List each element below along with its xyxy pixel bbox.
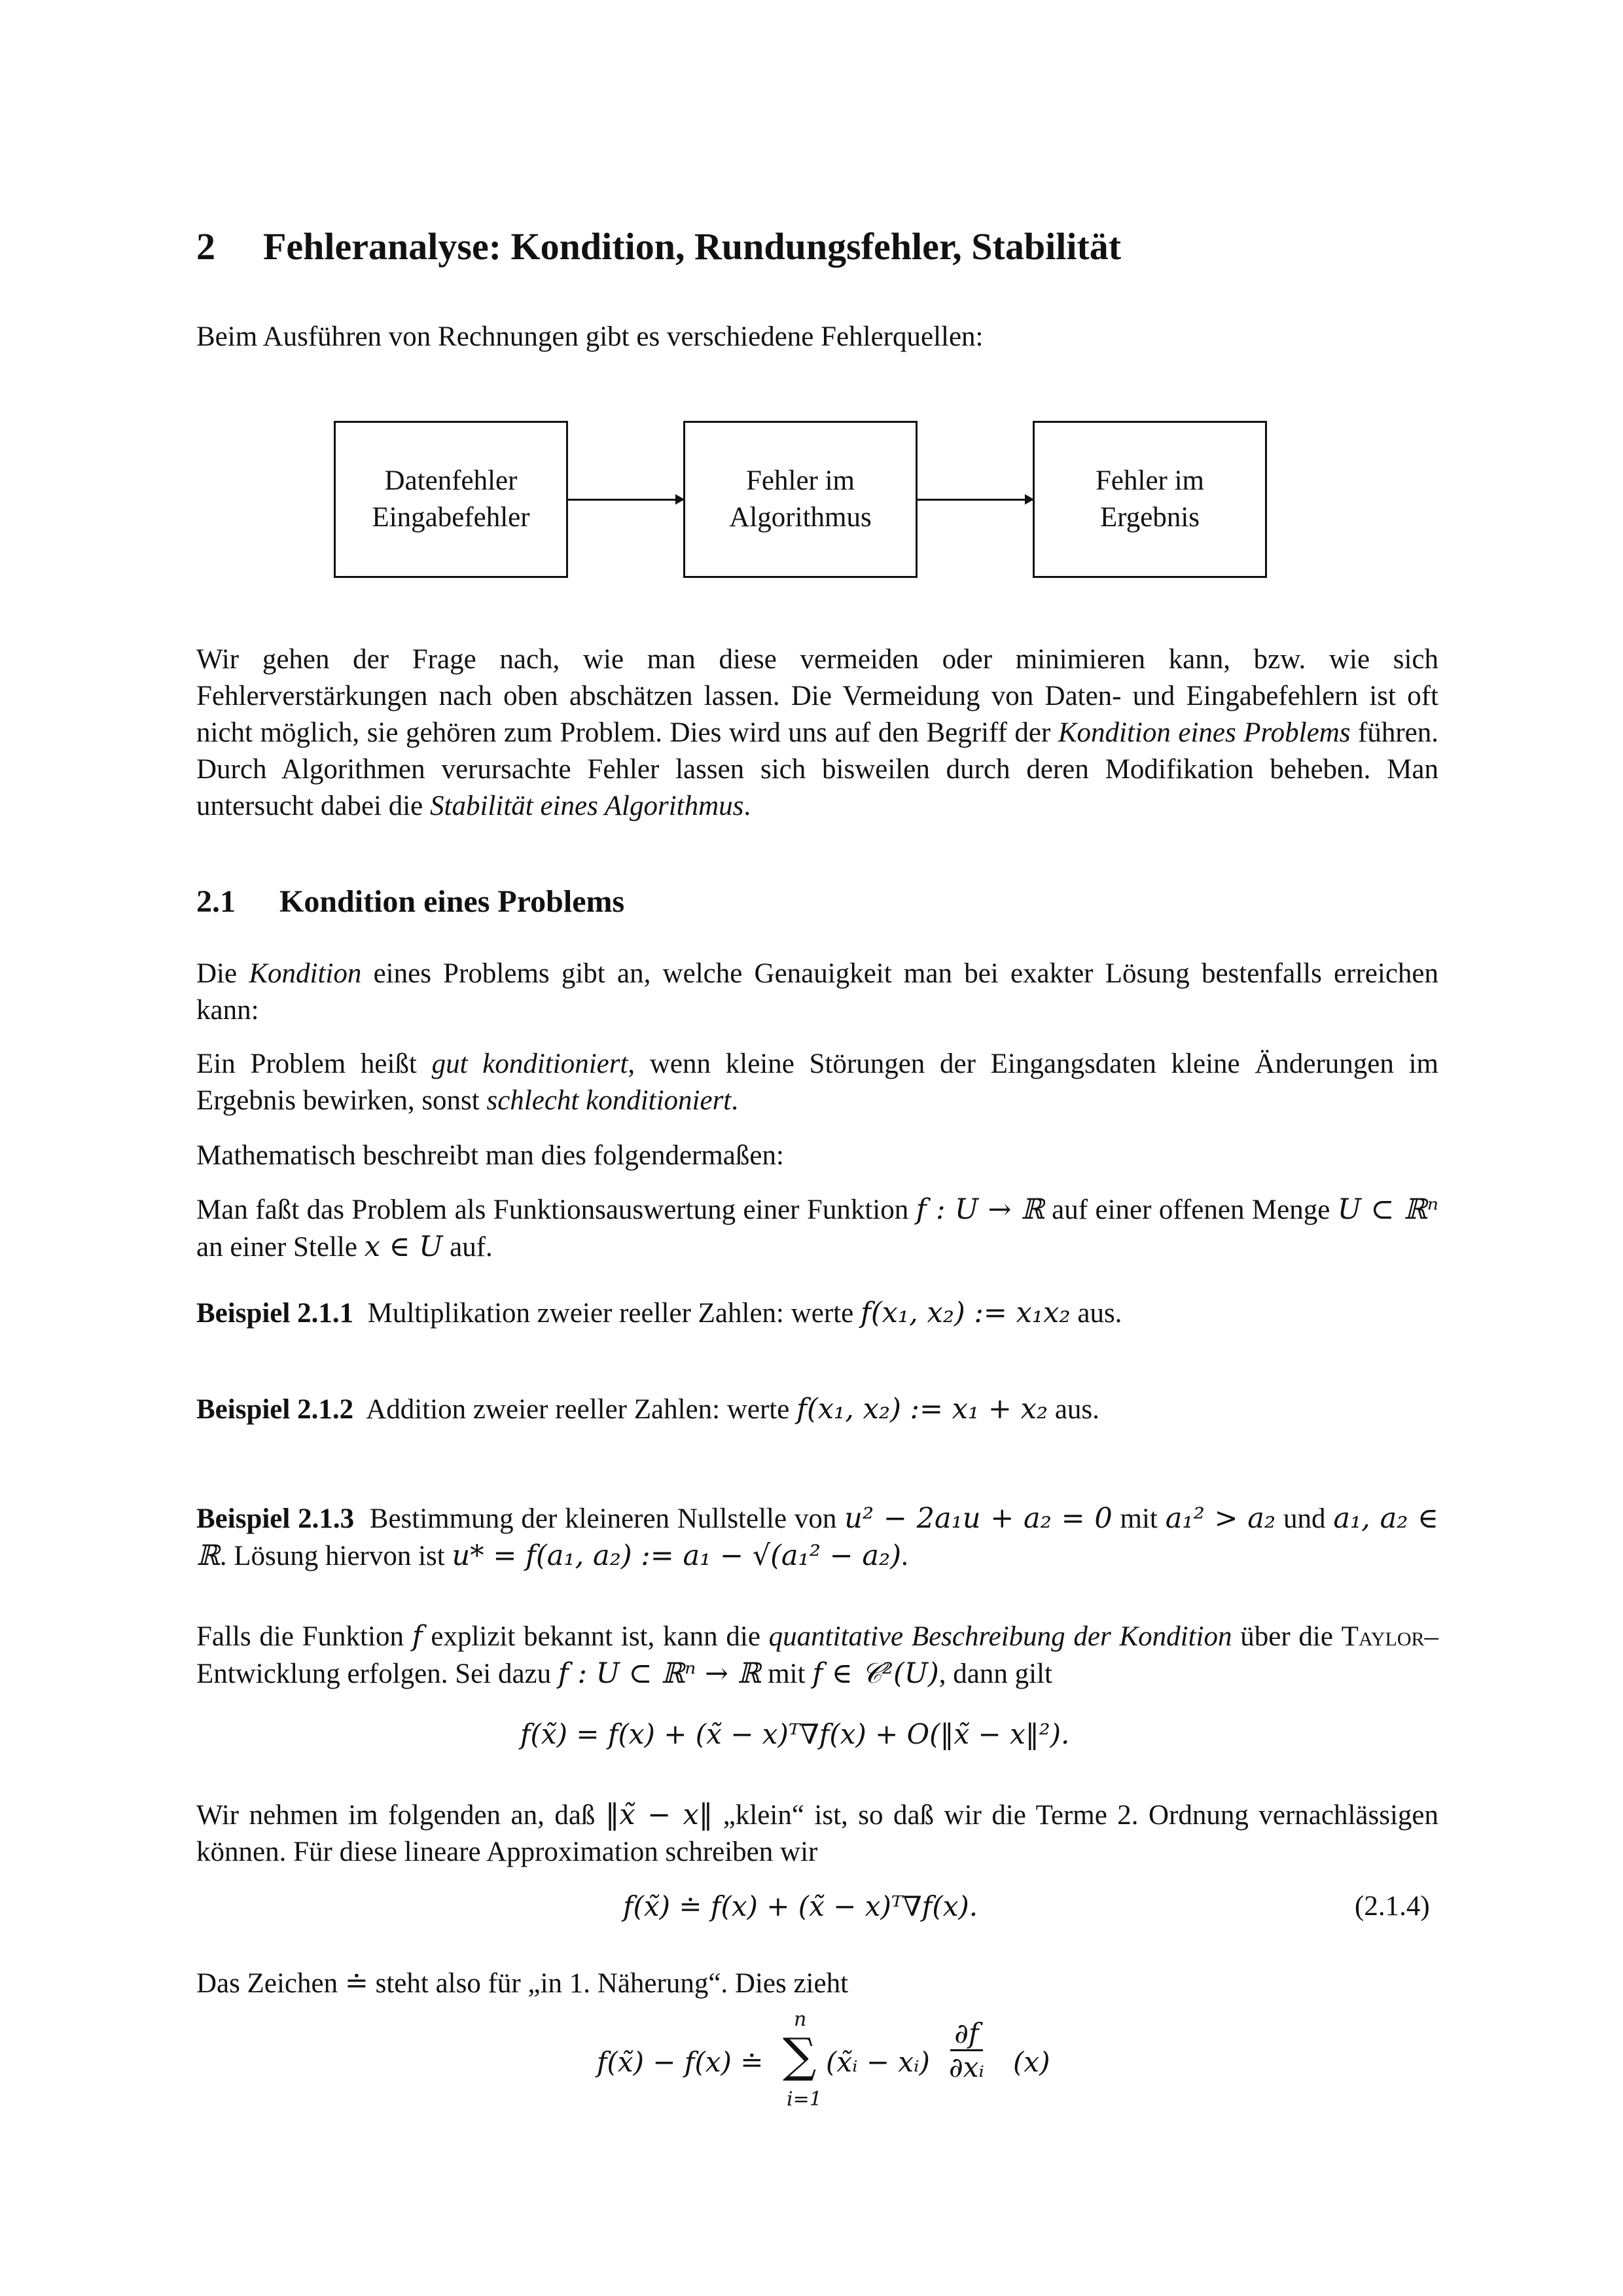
equation-taylor: f(x̃) = f(x) + (x̃ − x)ᵀ∇f(x) + O(‖x̃ − x‖²). (520, 1718, 1070, 1750)
sum-rhs: (x) (1013, 2046, 1050, 2078)
section-heading (196, 884, 624, 920)
arrow-right-icon (918, 499, 1033, 501)
math-inline: f (412, 1620, 423, 1653)
text: über die (1232, 1621, 1342, 1652)
text: und (1275, 1503, 1334, 1534)
text: auf. (442, 1232, 493, 1263)
math-inline: f(x₁, x₂) := x₁ + x₂ (796, 1393, 1048, 1426)
box-line: Ergebnis (1099, 502, 1200, 533)
text: Multiplikation zweier reeller Zahlen: werte (367, 1298, 861, 1329)
emphasis: Kondition (249, 958, 362, 989)
paragraph-taylor (196, 1618, 1438, 1693)
emphasis: Kondition eines Problems (1058, 717, 1351, 748)
emphasis: Stabilität eines Algorithmus (430, 791, 744, 821)
math-inline: U ⊂ ℝⁿ (1337, 1193, 1438, 1226)
paragraph-approx-sign (196, 1965, 1438, 2002)
math-inline: f : U ⊂ ℝⁿ → ℝ (558, 1657, 761, 1690)
diagram-box-algorithm-error (683, 421, 918, 578)
text: explizit bekannt ist, kann die (422, 1621, 769, 1652)
emphasis: quantitative Beschreibung der Kondition (768, 1621, 1232, 1652)
text: . (743, 791, 751, 821)
text: –Entwicklung erfolgen. Sei dazu (196, 1621, 1439, 1689)
text: an einer Stelle (196, 1232, 365, 1263)
text: Ein Problem heißt (196, 1049, 432, 1079)
paragraph-well-conditioned (196, 1046, 1438, 1119)
name-smallcaps: Taylor (1341, 1621, 1425, 1652)
paragraph-function-setup (196, 1191, 1438, 1266)
text: Falls die Funktion (196, 1621, 412, 1652)
math-inline: x ∈ U (364, 1230, 443, 1263)
paragraph-error-sources (196, 641, 1438, 825)
math-inline: f ∈ 𝒞²(U) (812, 1657, 939, 1690)
fraction-denominator: ∂xᵢ (949, 2051, 984, 2083)
math-inline: ‖x̃ − x‖ (605, 1799, 713, 1831)
diagram-box-result-error (1033, 421, 1267, 578)
sum-upper-limit: n (794, 2008, 807, 2031)
section-title: Kondition eines Problems (279, 884, 625, 919)
example-label: Beispiel 2.1.2 (196, 1394, 354, 1425)
text: auf einer offenen Menge (1044, 1194, 1338, 1225)
box-line: Fehler im (1096, 465, 1204, 496)
math-inline: u* = f(a₁, a₂) := a₁ − √(a₁² − a₂) (452, 1539, 901, 1572)
math-inline: ≐ (344, 1967, 368, 2000)
paragraph-condition-definition (196, 956, 1438, 1029)
text: . Lösung hiervon ist (219, 1541, 452, 1571)
text: Das Zeichen (196, 1968, 345, 1999)
equation-number: (2.1.4) (1355, 1891, 1430, 1922)
math-inline: a₁, a₂ ∈ ℝ (196, 1502, 1439, 1572)
arrow-right-icon (568, 499, 683, 501)
text: führen. Durch Algorithmen verursachte Fehler lassen sich bisweilen durch deren Modifikation beheben. Man untersucht dabei die (196, 717, 1438, 821)
math-inline: a₁² > a₂ (1165, 1502, 1276, 1535)
box-line: Eingabefehler (372, 502, 530, 533)
text: Man faßt das Problem als Funktionsauswertung einer Funktion (196, 1194, 916, 1225)
text: , wenn kleine Störungen der Eingangsdaten kleine Änderungen im Ergebnis bewirken, sonst (196, 1049, 1438, 1116)
emphasis: gut konditioniert (431, 1049, 628, 1079)
sum-sign: ∑ (783, 2028, 817, 2083)
box-line: Algorithmus (729, 502, 872, 533)
paragraph-linear-approx (196, 1797, 1438, 1871)
text: Die (196, 958, 249, 989)
math-inline: u² − 2a₁u + a₂ = 0 (844, 1502, 1113, 1535)
box-line: Datenfehler (384, 465, 518, 496)
section-number: 2.1 (196, 884, 236, 919)
fraction-numerator: ∂f (950, 2017, 982, 2051)
text: Addition zweier reeller Zahlen: werte (366, 1394, 797, 1425)
math-inline: f : U → ℝ (916, 1193, 1044, 1226)
fraction (949, 2017, 984, 2083)
example-2-1-2 (196, 1391, 1438, 1428)
example-2-1-1 (196, 1295, 1438, 1332)
sum-lower-limit: i=1 (787, 2088, 822, 2111)
text: steht also für „in 1. Näherung“. Dies zieht (368, 1968, 849, 1999)
text: mit (1112, 1503, 1166, 1534)
intro-text: Beim Ausführen von Rechnungen gibt es verschiedene Fehlerquellen: (196, 321, 984, 352)
chapter-heading (196, 224, 1121, 268)
diagram-box-data-error (334, 421, 568, 578)
example-2-1-3 (196, 1500, 1438, 1575)
text: aus. (1048, 1394, 1099, 1425)
emphasis: schlecht konditioniert (486, 1085, 732, 1116)
text: . (731, 1085, 739, 1116)
text: Wir gehen der Frage nach, wie man diese vermeiden oder minimieren kann, bzw. wie sich Fehlerverstärkungen nach oben abschätzen lassen. Die Vermeidung von Daten- und Eingabefehlern ist oft nicht möglich, sie gehören zum Problem. Dies wird uns auf den Begriff der (196, 644, 1438, 748)
sum-term: (x̃ᵢ − xᵢ) (826, 2046, 930, 2078)
math-inline: f(x₁, x₂) := x₁x₂ (860, 1297, 1071, 1329)
text: Wir nehmen im folgenden an, daß (196, 1800, 605, 1831)
box-line: Fehler im (746, 465, 855, 496)
paragraph-math-description: Mathematisch beschreibt man dies folgendermaßen: (196, 1140, 784, 1171)
sum-lhs: f(x̃) − f(x) ≐ (597, 2046, 764, 2078)
text: Bestimmung der kleineren Nullstelle von (369, 1503, 845, 1534)
example-label: Beispiel 2.1.1 (196, 1298, 354, 1329)
chapter-title: Fehleranalyse: Kondition, Rundungsfehler, Stabilität (263, 225, 1122, 268)
text: „klein“ ist, so daß wir die Terme 2. Ordnung vernachlässigen können. Für diese lineare Approximation schreiben wir (196, 1800, 1438, 1867)
equation-2-1-4: f(x̃) ≐ f(x) + (x̃ − x)ᵀ∇f(x). (623, 1890, 978, 1922)
text: aus. (1070, 1298, 1122, 1329)
text: mit (760, 1659, 813, 1689)
text: . (901, 1541, 908, 1571)
example-label: Beispiel 2.1.3 (196, 1503, 355, 1534)
chapter-number: 2 (196, 225, 215, 268)
text: , dann gilt (938, 1659, 1052, 1689)
text: eines Problems gibt an, welche Genauigkeit man bei exakter Lösung bestenfalls erreichen kann: (196, 958, 1438, 1026)
